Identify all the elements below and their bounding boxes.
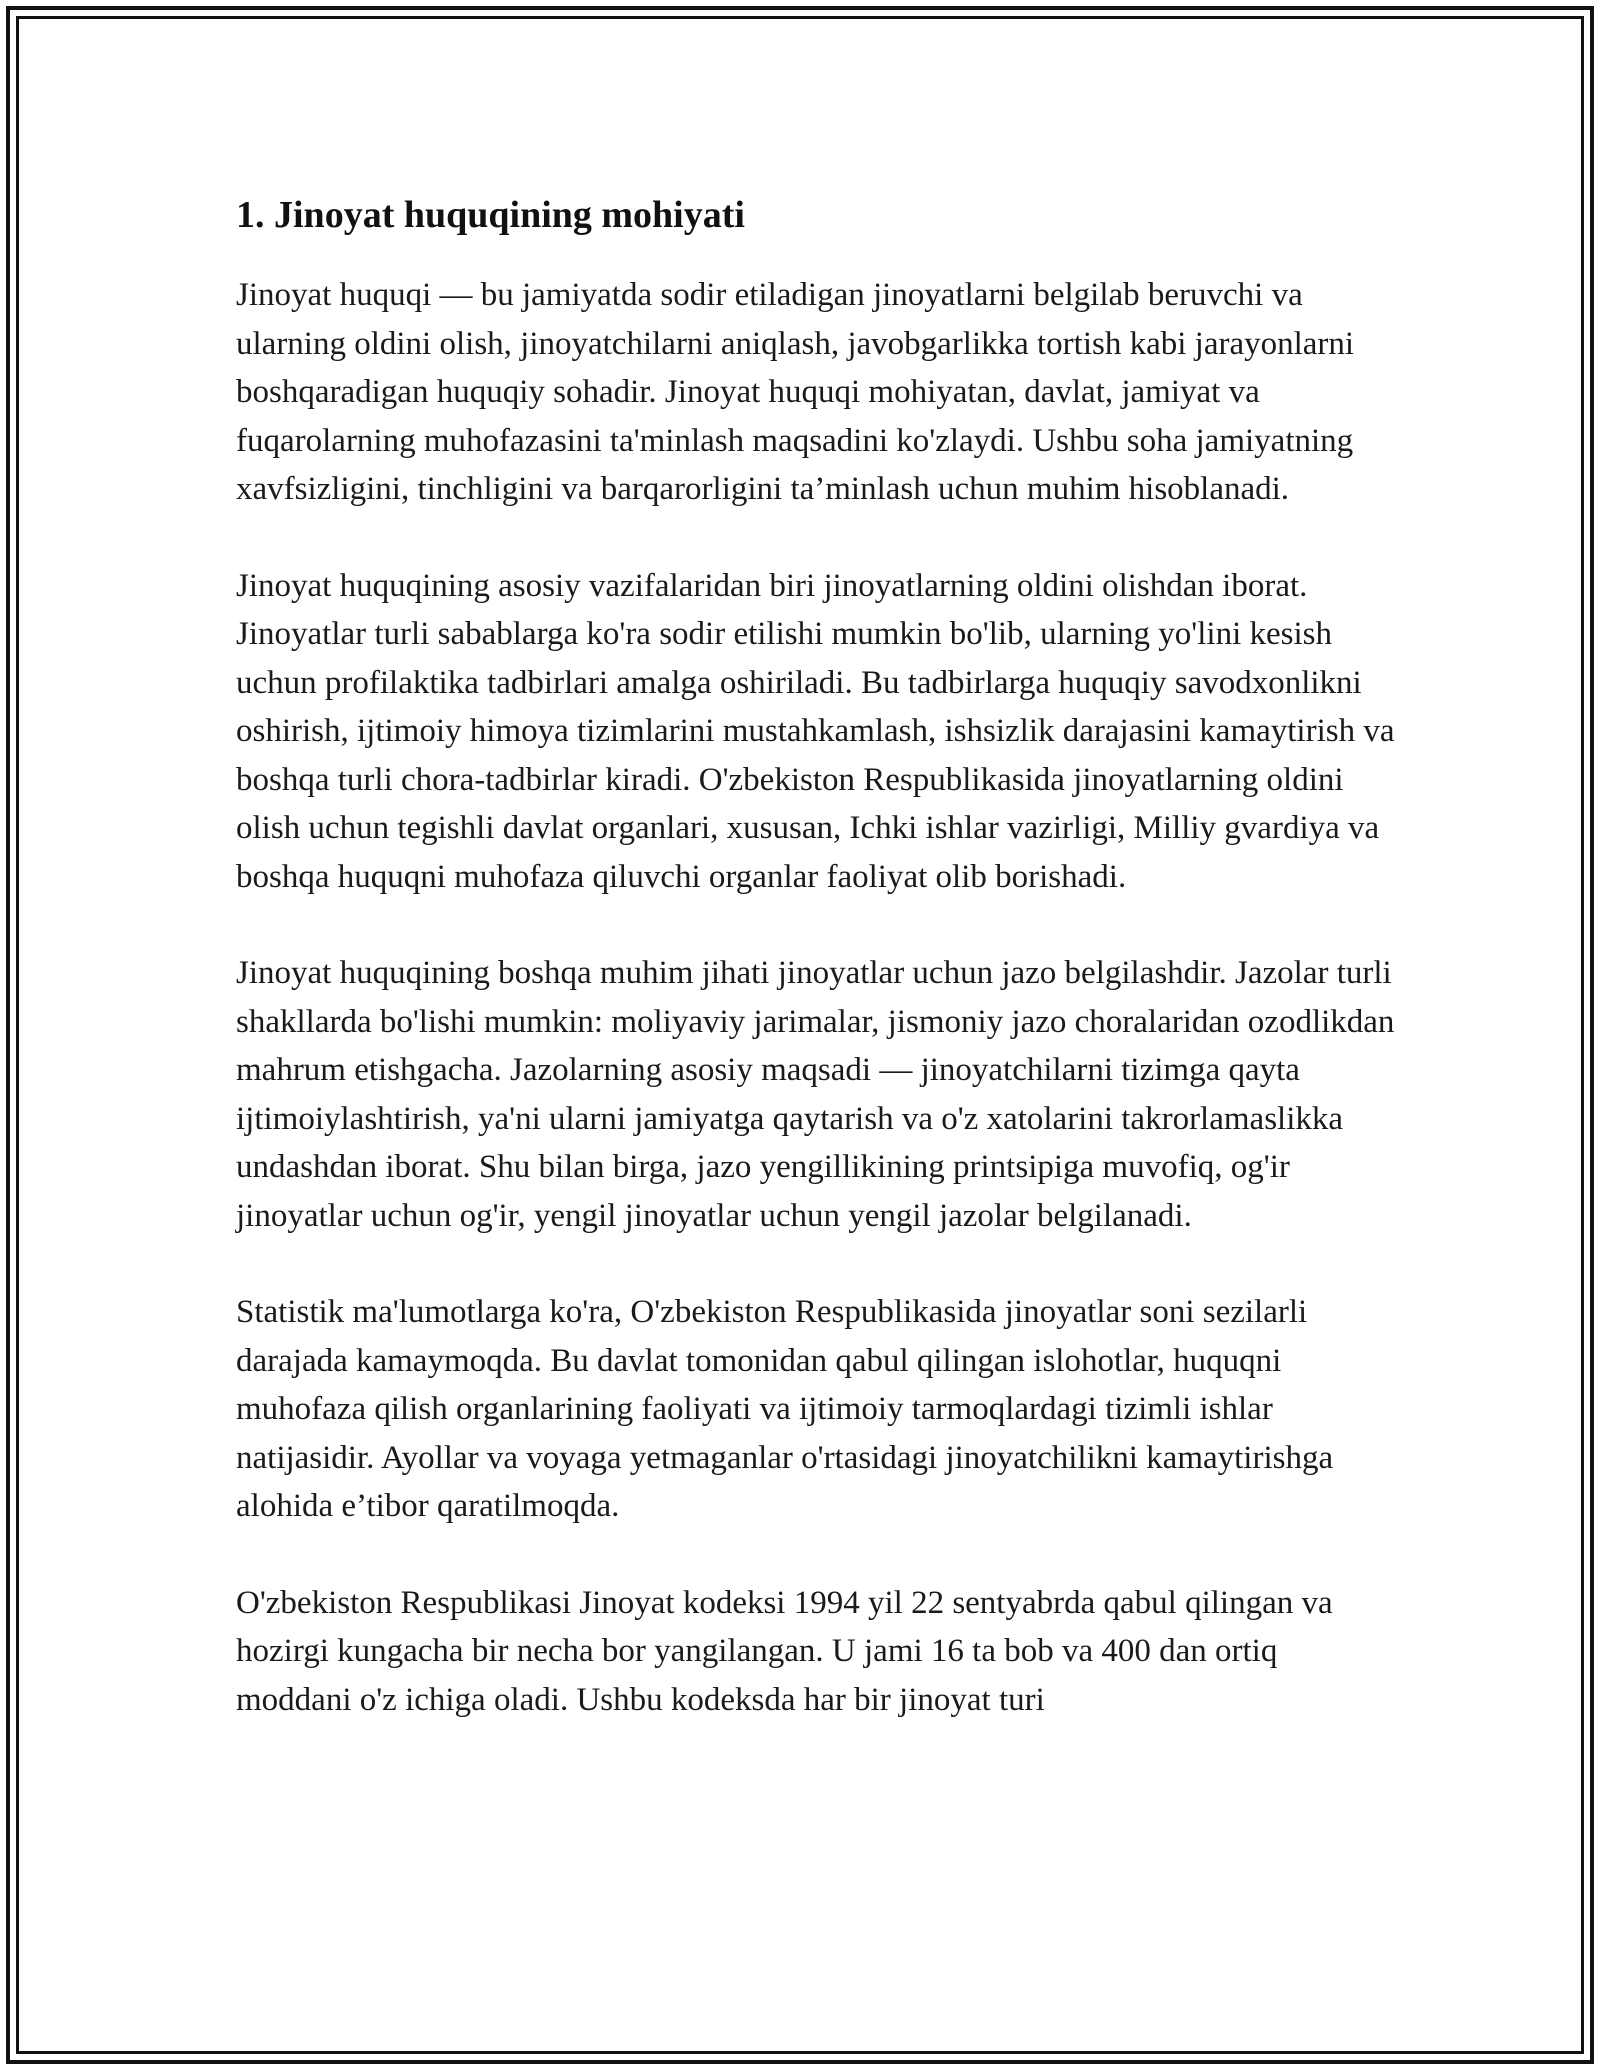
paragraph-1: Jinoyat huquqi — bu jamiyatda sodir etiladigan jinoyatlarni belgilab beruvchi va ularning oldini olish, jinoyatchilarni aniqlash, javobgarlikka tortish kabi jarayonlarni boshqaradigan huquqiy sohadir. Jinoyat huquqi mohiyatan, davlat, jamiyat va fuqarolarning muhofazasini ta'minlash maqsadini ko'zlaydi. Ushbu soha jamiyatning xavfsizligini, tinchligini va barqarorligini ta’minlash uchun muhim hisoblanadi. xyxy=(236,277,1355,507)
section-heading: 1. Jinoyat huquqining mohiyati xyxy=(236,194,745,236)
paragraph-4: Statistik ma'lumotlarga ko'ra, O'zbekiston Respublikasida jinoyatlar soni sezilarli darajada kamaymoqda. Bu davlat tomonidan qabul qilingan islohotlar, huquqni muhofaza qilish organlarining faoliyati va ijtimoiy tarmoqlardagi tizimli ishlar natijasidir. Ayollar va voyaga yetmaganlar o'rtasidagi jinoyatchilikni kamaytirishga alohida e’tibor qaratilmoqda. xyxy=(236,1294,1334,1524)
paragraph-3: Jinoyat huquqining boshqa muhim jihati jinoyatlar uchun jazo belgilashdir. Jazolar turli shakllarda bo'lishi mumkin: moliyaviy jarimalar, jismoniy jazo choralaridan ozodlikdan mahrum etishgacha. Jazolarning asosiy maqsadi — jinoyatchilarni tizimga qayta ijtimoiylashtirish, ya'ni ularni jamiyatga qaytarish va o'z xatolarini takrorlamaslikka undashdan iborat. Shu bilan birga, jazo yengillikining printsipiga muvofiq, og'ir jinoyatlar uchun og'ir, yengil jinoyatlar uchun yengil jazolar belgilanadi. xyxy=(236,955,1395,1234)
document-body xyxy=(236,190,1396,1724)
paragraph-5: O'zbekiston Respublikasi Jinoyat kodeksi 1994 yil 22 sentyabrda qabul qilingan va hozirgi kungacha bir necha bor yangilangan. U jami 16 ta bob va 400 dan ortiq moddani o'z ichiga oladi. Ushbu kodeksda har bir jinoyat turi xyxy=(236,1584,1333,1718)
paragraph-2: Jinoyat huquqining asosiy vazifalaridan biri jinoyatlarning oldini olishdan iborat. Jinoyatlar turli sabablarga ko'ra sodir etilishi mumkin bo'lib, ularning yo'lini kesish uchun profilaktika tadbirlari amalga oshiriladi. Bu tadbirlarga huquqiy savodxonlikni oshirish, ijtimoiy himoya tizimlarini mustahkamlash, ishsizlik darajasini kamaytirish va boshqa turli chora-tadbirlar kiradi. O'zbekiston Respublikasida jinoyatlarning oldini olish uchun tegishli davlat organlari, xususan, Ichki ishlar vazirligi, Milliy gvardiya va boshqa huquqni muhofaza qiluvchi organlar faoliyat olib borishadi. xyxy=(236,567,1395,895)
